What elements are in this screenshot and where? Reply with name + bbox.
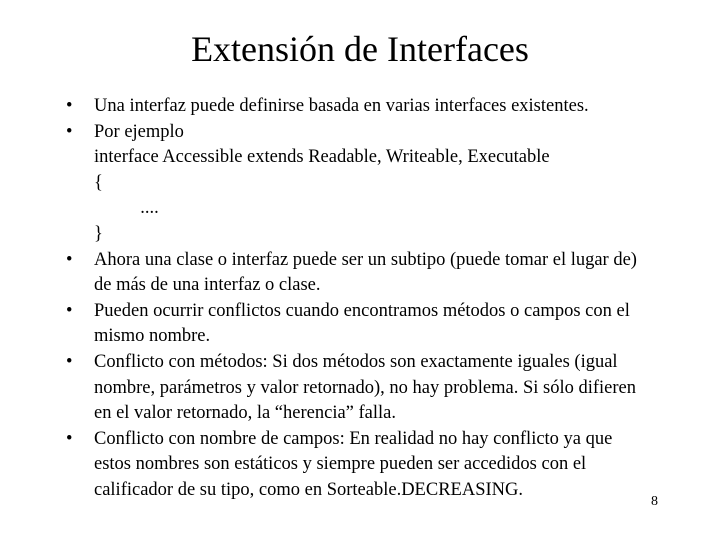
code-line: {	[94, 172, 103, 193]
text-line: Conflicto con nombre de campos: En realidad no hay conflicto ya que	[94, 428, 613, 449]
bullet-marker: •	[66, 351, 73, 372]
text-line: estos nombres son estáticos y siempre pueden ser accedidos con el	[94, 454, 587, 475]
text-line: Por ejemplo	[94, 121, 184, 142]
text-line: calificador de su tipo, como en Sorteable.DECREASING.	[94, 479, 523, 500]
bullet-marker: •	[66, 96, 73, 116]
text-line: Pueden ocurrir conflictos cuando encontramos métodos o campos con el	[94, 300, 630, 321]
slide-title: Extensión de Interfaces	[191, 29, 529, 69]
text-line: Conflicto con métodos: Si dos métodos son exactamente iguales (igual	[94, 351, 618, 372]
bullet-item	[66, 427, 696, 504]
text-line: Ahora una clase o interfaz puede ser un subtipo (puede tomar el lugar de)	[94, 249, 637, 270]
text-line: Una interfaz puede definirse basada en varias interfaces existentes.	[94, 96, 589, 116]
bullet-item	[66, 299, 696, 350]
bullet-item	[66, 120, 696, 248]
bullet-text	[94, 94, 696, 120]
code-line: ....	[94, 198, 159, 219]
slide-number: 8	[651, 494, 658, 509]
code-line: }	[94, 223, 103, 244]
bullet-marker: •	[66, 121, 73, 142]
bullet-text	[94, 120, 696, 248]
bullet-marker: •	[66, 300, 73, 321]
bullet-text	[94, 299, 696, 350]
text-line: de más de una interfaz o clase.	[94, 275, 321, 296]
bullet-item	[66, 350, 696, 427]
bullet-text	[94, 350, 696, 427]
text-line: en el valor retornado, la “herencia” falla.	[94, 403, 396, 424]
bullet-item	[66, 248, 696, 299]
text-line: mismo nombre.	[94, 326, 211, 347]
bullet-marker: •	[66, 428, 73, 449]
code-line: interface Accessible extends Readable, Writeable, Executable	[94, 147, 550, 168]
bullet-marker: •	[66, 249, 73, 270]
bullet-text	[94, 248, 696, 299]
bullet-item	[66, 94, 696, 120]
bullet-text	[94, 427, 696, 504]
text-line: nombre, parámetros y valor retornado), no hay problema. Si sólo difieren	[94, 377, 636, 398]
bullet-list	[66, 94, 696, 504]
